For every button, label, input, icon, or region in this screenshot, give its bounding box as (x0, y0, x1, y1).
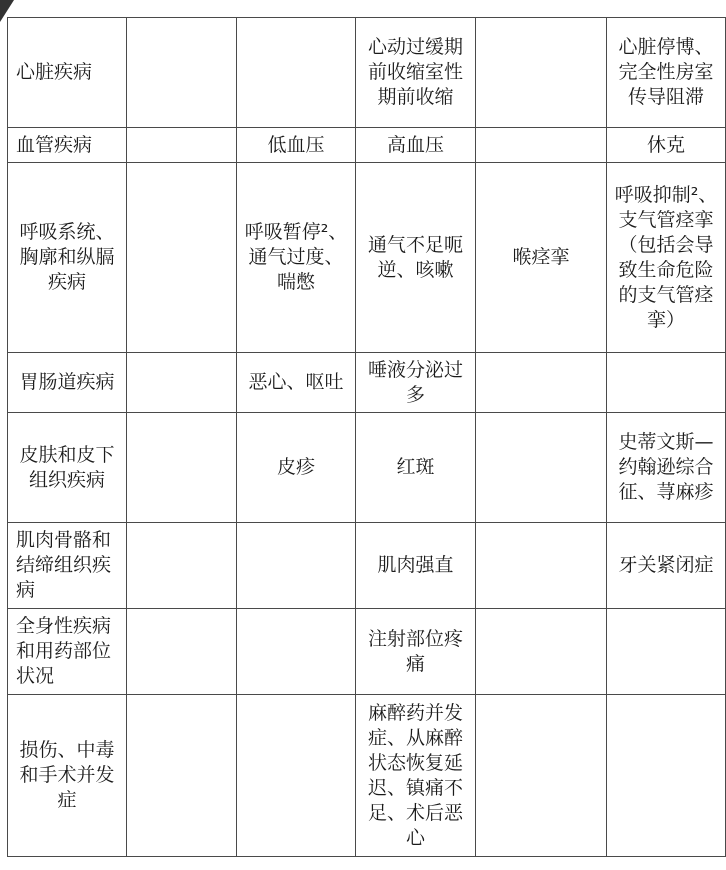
table-cell (127, 128, 237, 163)
table-row (8, 353, 726, 413)
table-row (8, 163, 726, 353)
table-cell: 肌肉强直 (356, 523, 476, 609)
table-row (8, 128, 726, 163)
table-cell (476, 353, 607, 413)
row-header-cell: 皮肤和皮下组织疾病 (8, 413, 127, 523)
table-row (8, 695, 726, 857)
table-cell (237, 523, 356, 609)
table-cell (476, 128, 607, 163)
table-cell: 呼吸抑制²、支气管痉挛（包括会导致生命危险的支气管痉挛） (607, 163, 726, 353)
table-row (8, 523, 726, 609)
row-header-cell: 肌肉骨骼和结缔组织疾病 (8, 523, 127, 609)
table-cell (607, 695, 726, 857)
table-cell (607, 353, 726, 413)
table-cell (476, 523, 607, 609)
table-cell (127, 523, 237, 609)
table-cell: 恶心、呕吐 (237, 353, 356, 413)
row-header-cell: 损伤、中毒和手术并发症 (8, 695, 127, 857)
table-cell: 低血压 (237, 128, 356, 163)
table-cell: 注射部位疼痛 (356, 609, 476, 695)
table-row (8, 18, 726, 128)
table-cell: 唾液分泌过多 (356, 353, 476, 413)
table-row (8, 609, 726, 695)
table-row (8, 413, 726, 523)
table-cell: 喉痉挛 (476, 163, 607, 353)
table-cell: 高血压 (356, 128, 476, 163)
table-cell: 红斑 (356, 413, 476, 523)
table-cell: 史蒂文斯—约翰逊综合征、荨麻疹 (607, 413, 726, 523)
table-cell (237, 695, 356, 857)
table-cell (127, 695, 237, 857)
table-cell (237, 609, 356, 695)
table-cell (476, 695, 607, 857)
row-header-cell: 心脏疾病 (8, 18, 127, 128)
table-cell (476, 18, 607, 128)
table-cell: 心脏停博、完全性房室传导阻滞 (607, 18, 726, 128)
table-cell: 呼吸暂停²、通气过度、喘憋 (237, 163, 356, 353)
table-cell (607, 609, 726, 695)
table-cell: 心动过缓期前收缩室性期前收缩 (356, 18, 476, 128)
row-header-cell: 全身性疾病和用药部位状况 (8, 609, 127, 695)
row-header-cell: 胃肠道疾病 (8, 353, 127, 413)
table-cell (237, 18, 356, 128)
table-cell: 牙关紧闭症 (607, 523, 726, 609)
row-header-cell: 呼吸系统、胸廓和纵膈疾病 (8, 163, 127, 353)
adverse-reaction-table (7, 17, 726, 857)
table-cell: 麻醉药并发症、从麻醉状态恢复延迟、镇痛不足、术后恶心 (356, 695, 476, 857)
table-cell (127, 18, 237, 128)
table-cell (127, 413, 237, 523)
table-cell (127, 353, 237, 413)
table-cell (476, 609, 607, 695)
table-cell: 皮疹 (237, 413, 356, 523)
table-cell: 休克 (607, 128, 726, 163)
table-cell (127, 609, 237, 695)
table-cell (476, 413, 607, 523)
table-cell (127, 163, 237, 353)
row-header-cell: 血管疾病 (8, 128, 127, 163)
table-cell: 通气不足呃逆、咳嗽 (356, 163, 476, 353)
